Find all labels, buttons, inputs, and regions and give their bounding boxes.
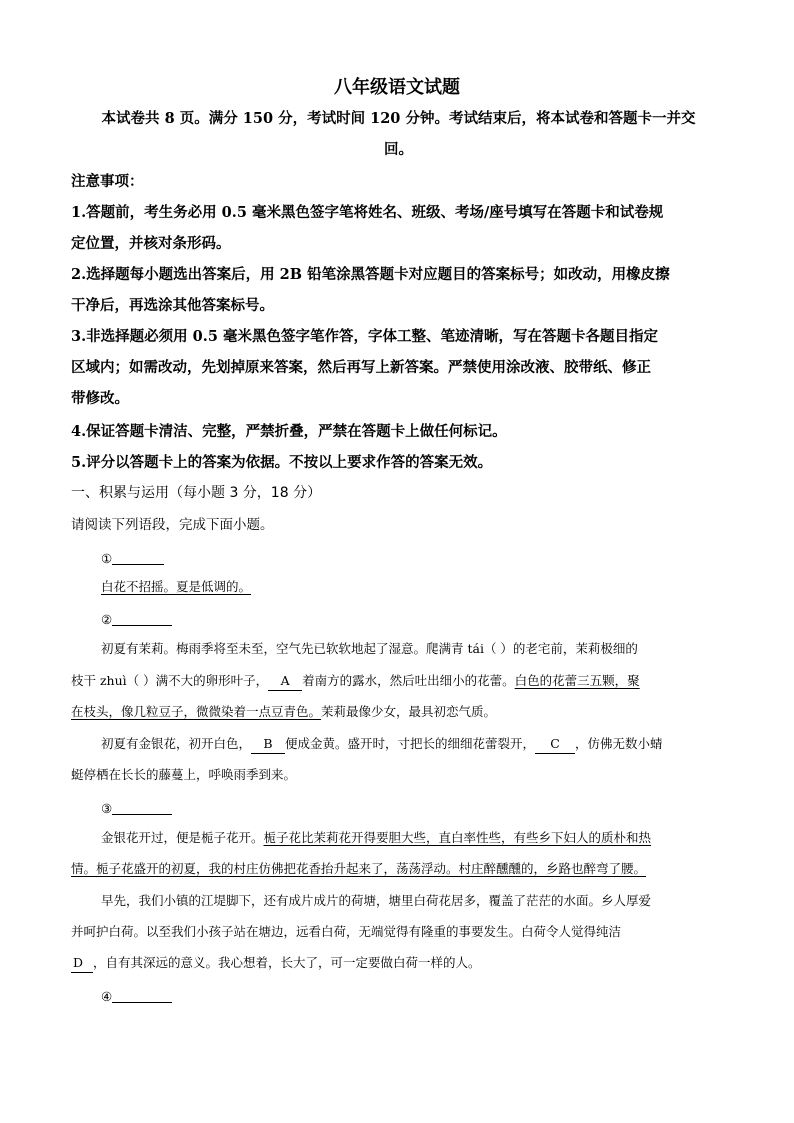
note-3-line-1: 3.非选择题必须用 0.5 毫米黑色签字笔作答，字体工整、笔迹清晰，写在答题卡各题目指定 xyxy=(71,328,658,345)
p4-text-c: ，自有其深远的意义。我心想着，长大了，可一定要做白荷一样的人。 xyxy=(93,955,481,970)
note-2-line-2: 干净后，再选涂其他答案标号。 xyxy=(71,297,274,314)
title-blank-1[interactable] xyxy=(112,548,164,565)
note-1-line-2: 定位置，并核对条形码。 xyxy=(71,235,231,252)
blank-2 xyxy=(101,609,756,629)
note-5: 5.评分以答题卡上的答案为依据。不按以上要求作答的答案无效。 xyxy=(71,454,493,471)
p3-text-a: 金银花开过，便是栀子花开。 xyxy=(101,830,264,845)
paragraph-1-line-1: 初夏有茉莉。梅雨季将至未至，空气先已软软地起了湿意。爬满青 tái（ ）的老宅前，茉莉极细的 xyxy=(101,641,638,656)
intro-line-2: 回。 xyxy=(384,141,413,158)
p2-text-c: ，仿佛无数小蜻 xyxy=(575,736,663,751)
underlined-sentence: 白花不招摇。夏是低调的。 xyxy=(101,579,252,594)
paragraph-1-line-2 xyxy=(71,672,726,691)
circle-number-4: ④ xyxy=(101,989,113,1004)
paragraph-4-line-2: 并呵护白荷。以至我们小孩子站在塘边，远看白荷，无端觉得有隆重的事要发生。白荷令人觉得纯洁 xyxy=(71,924,622,939)
paragraph-4-line-1: 早先，我们小镇的江堤脚下，还有成片成片的荷塘，塘里白荷花居多，覆盖了茫茫的水面。乡人厚爱 xyxy=(101,893,652,908)
answer-blank-d[interactable]: D xyxy=(71,954,93,973)
p1-text-a: 枝干 zhuì（ ）满不大的卵形叶子， xyxy=(71,673,269,688)
title-blank-3[interactable] xyxy=(112,798,172,815)
note-2-line-1: 2.选择题每小题选出答案后，用 2B 铅笔涂黑答题卡对应题目的答案标号；如改动，用橡皮擦 xyxy=(71,266,670,283)
p1-text-b: 着南方的露水，然后吐出细小的花蕾。 xyxy=(302,673,515,688)
p3-underlined-a: 栀子花比茉莉花开得要胆大些，直白率性些，有些乡下妇人的质朴和热 xyxy=(263,830,652,845)
p1-underlined-a: 白色的花蕾三五颗，聚 xyxy=(514,673,640,688)
p1-text-c: 茉莉最像少女，最具初恋气质。 xyxy=(321,704,497,719)
answer-blank-b[interactable]: B xyxy=(251,735,285,754)
paragraph-2-line-1 xyxy=(101,735,756,754)
answer-blank-c[interactable]: C xyxy=(535,735,575,754)
paragraph-2-line-2: 蜓停栖在长长的藤蔓上，呼唤雨季到来。 xyxy=(71,767,297,782)
paragraph-1-line-3 xyxy=(71,703,726,721)
paragraph-3-line-2 xyxy=(71,860,726,878)
title-blank-2[interactable] xyxy=(112,609,172,626)
page-title: 八年级语文试题 xyxy=(334,77,460,98)
p2-text-b: 便成金黄。盛开时，寸把长的细细花蕾裂开， xyxy=(285,736,536,751)
blank-3 xyxy=(101,798,756,818)
blank-4 xyxy=(101,986,756,1006)
note-3-line-2: 区域内；如需改动，先划掉原来答案，然后再写上新答案。严禁使用涂改液、胶带纸、修正 xyxy=(71,359,651,376)
answer-blank-a[interactable]: A xyxy=(268,672,302,691)
note-3-line-3: 带修改。 xyxy=(71,390,129,407)
p1-underlined-b: 在枝头，像几粒豆子，微微染着一点豆青色。 xyxy=(71,704,322,719)
intro-line-1: 本试卷共 8 页。满分 150 分，考试时间 120 分钟。考试结束后，将本试卷和答题卡一并交 xyxy=(101,110,696,127)
paragraph-4-line-3 xyxy=(71,954,726,973)
note-1-line-1: 1.答题前，考生务必用 0.5 毫米黑色签字笔将姓名、班级、考场/座号填写在答题卡和试卷规 xyxy=(71,204,664,221)
circle-number-1: ① xyxy=(101,551,113,566)
p2-text-a: 初夏有金银花，初开白色， xyxy=(101,736,252,751)
circle-number-3: ③ xyxy=(101,801,113,816)
section-1-heading: 一、积累与运用（每小题 3 分，18 分） xyxy=(71,485,322,501)
section-1-instruction: 请阅读下列语段，完成下面小题。 xyxy=(71,517,274,533)
title-blank-4[interactable] xyxy=(112,986,172,1003)
passage-line-1 xyxy=(101,578,756,596)
paragraph-3-line-1 xyxy=(101,829,756,847)
note-4: 4.保证答题卡清洁、完整，严禁折叠，严禁在答题卡上做任何标记。 xyxy=(71,423,507,440)
p3-underlined-b: 情。栀子花盛开的初夏，我的村庄仿佛把花香抬升起来了，荡荡浮动。村庄醉醺醺的，乡路也醉弯了腰。 xyxy=(71,861,647,876)
blank-1 xyxy=(101,548,756,568)
notes-heading: 注意事项： xyxy=(71,173,144,190)
circle-number-2: ② xyxy=(101,612,113,627)
